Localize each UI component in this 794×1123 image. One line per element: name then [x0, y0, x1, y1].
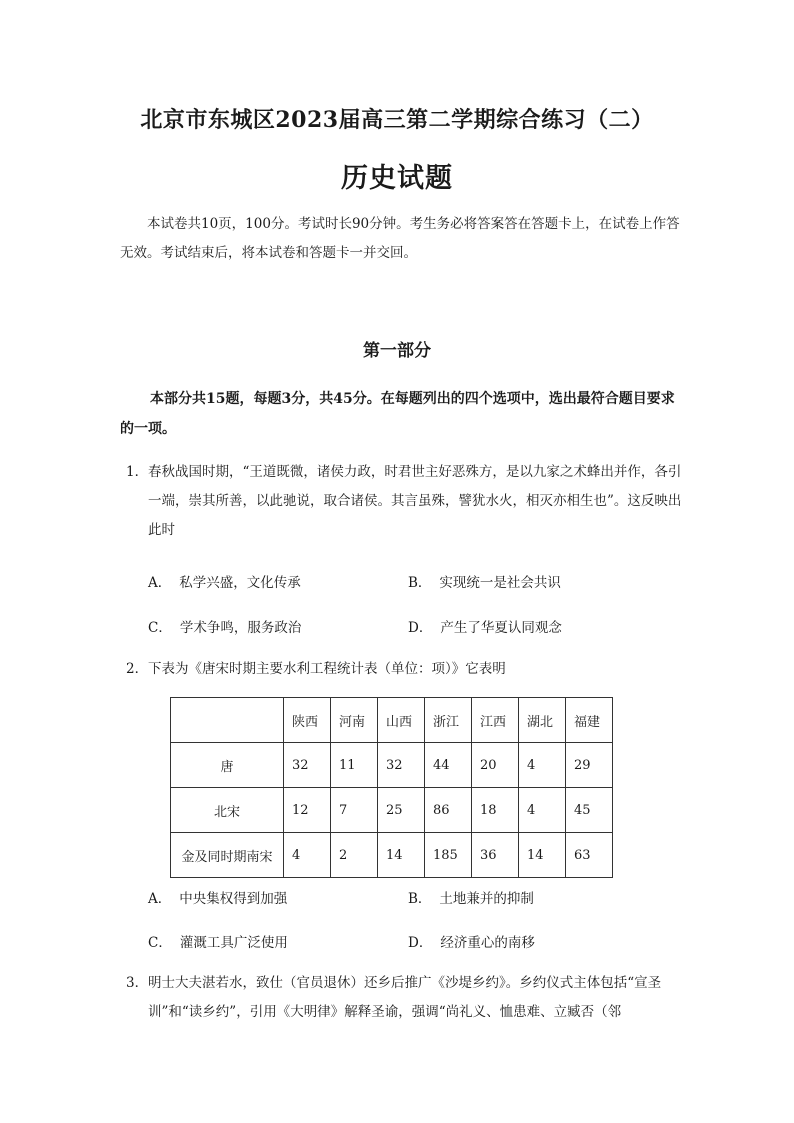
table-cell: 2 [331, 833, 378, 878]
question-number: 3． [126, 975, 149, 991]
table-corner-cell [171, 698, 284, 743]
part-instructions: 本部分共15题，每题3分，共45分。在每题列出的四个选项中，选出最符合题目要求的一项。 [120, 391, 675, 437]
table-header-cell: 浙江 [425, 698, 472, 743]
option-label: D． [408, 935, 433, 951]
table-cell: 12 [284, 788, 331, 833]
table-header-cell: 湖北 [519, 698, 566, 743]
table-cell: 11 [331, 743, 378, 788]
question-text: 明士大夫湛若水，致仕（官员退休）还乡后推广《沙堤乡约》。乡约仪式主体包括“宣圣训”和“读乡约”，引用《大明律》解释圣谕，强调“尚礼义、恤患难、立臧否（邻 [148, 975, 662, 1020]
option-a[interactable] [148, 571, 301, 591]
table-header-row [171, 698, 613, 743]
table-cell: 44 [425, 743, 472, 788]
table-row [171, 833, 613, 878]
option-b[interactable] [408, 571, 561, 591]
table-row-header: 唐 [171, 743, 284, 788]
table-header-cell: 山西 [378, 698, 425, 743]
table-row [171, 743, 613, 788]
table-cell: 63 [566, 833, 613, 878]
part-title: 第一部分 [363, 341, 431, 361]
option-a[interactable] [148, 887, 287, 907]
option-b[interactable] [408, 887, 534, 907]
question-number: 1． [126, 464, 149, 480]
option-label: B． [408, 575, 432, 591]
exam-title: 北京市东城区2023届高三第二学期综合练习（二） [140, 107, 654, 133]
table-cell: 32 [378, 743, 425, 788]
option-text: 经济重心的南移 [440, 935, 535, 951]
question-1 [126, 458, 686, 545]
table-cell: 18 [472, 788, 519, 833]
table-cell: 7 [331, 788, 378, 833]
table-cell: 14 [378, 833, 425, 878]
option-label: D． [408, 620, 433, 636]
option-text: 产生了华夏认同观念 [440, 620, 562, 636]
option-text: 土地兼并的抑制 [439, 891, 534, 907]
option-text: 私学兴盛，文化传承 [179, 575, 301, 591]
option-c[interactable] [148, 931, 288, 951]
question-number: 2． [126, 661, 149, 677]
option-text: 学术争鸣，服务政治 [179, 620, 302, 636]
option-d[interactable] [408, 931, 535, 951]
option-label: B． [408, 891, 432, 907]
option-text: 灌溉工具广泛使用 [179, 935, 288, 951]
table-cell: 4 [519, 743, 566, 788]
table-cell: 45 [566, 788, 613, 833]
table-row-header: 金及同时期南宋 [171, 833, 284, 878]
table-cell: 36 [472, 833, 519, 878]
table-header-cell: 江西 [472, 698, 519, 743]
question-3 [126, 969, 686, 1027]
table-header-cell: 福建 [566, 698, 613, 743]
table-cell: 25 [378, 788, 425, 833]
option-label: A． [148, 575, 172, 591]
table-header-cell: 河南 [331, 698, 378, 743]
exam-subject-title: 历史试题 [341, 163, 453, 194]
table-header-cell: 陕西 [284, 698, 331, 743]
table-cell: 86 [425, 788, 472, 833]
table-cell: 4 [519, 788, 566, 833]
question-text: 下表为《唐宋时期主要水利工程统计表（单位：项）》它表明 [148, 661, 506, 677]
table-cell: 32 [284, 743, 331, 788]
question-text: 春秋战国时期，“王道既微，诸侯力政，时君世主好恶殊方，是以九家之术蜂出并作，各引一端，崇其所善，以此驰说，取合诸侯。其言虽殊，譬犹水火，相灭亦相生也”。这反映出此时 [148, 464, 682, 538]
option-d[interactable] [408, 616, 562, 636]
exam-instructions: 本试卷共10页，100分。考试时长90分钟。考生务必将答案答在答题卡上，在试卷上作答无效。考试结束后，将本试卷和答题卡一并交回。 [120, 216, 680, 261]
option-text: 中央集权得到加强 [179, 891, 288, 907]
option-label: C． [148, 620, 172, 636]
table-row-header: 北宋 [171, 788, 284, 833]
table-cell: 29 [566, 743, 613, 788]
option-label: C． [148, 935, 172, 951]
irrigation-stats-table [170, 697, 613, 878]
question-2 [126, 655, 686, 684]
option-text: 实现统一是社会共识 [439, 575, 561, 591]
option-label: A． [148, 891, 172, 907]
table-row [171, 788, 613, 833]
table-cell: 20 [472, 743, 519, 788]
table-cell: 185 [425, 833, 472, 878]
table-cell: 14 [519, 833, 566, 878]
option-c[interactable] [148, 616, 301, 636]
table-cell: 4 [284, 833, 331, 878]
